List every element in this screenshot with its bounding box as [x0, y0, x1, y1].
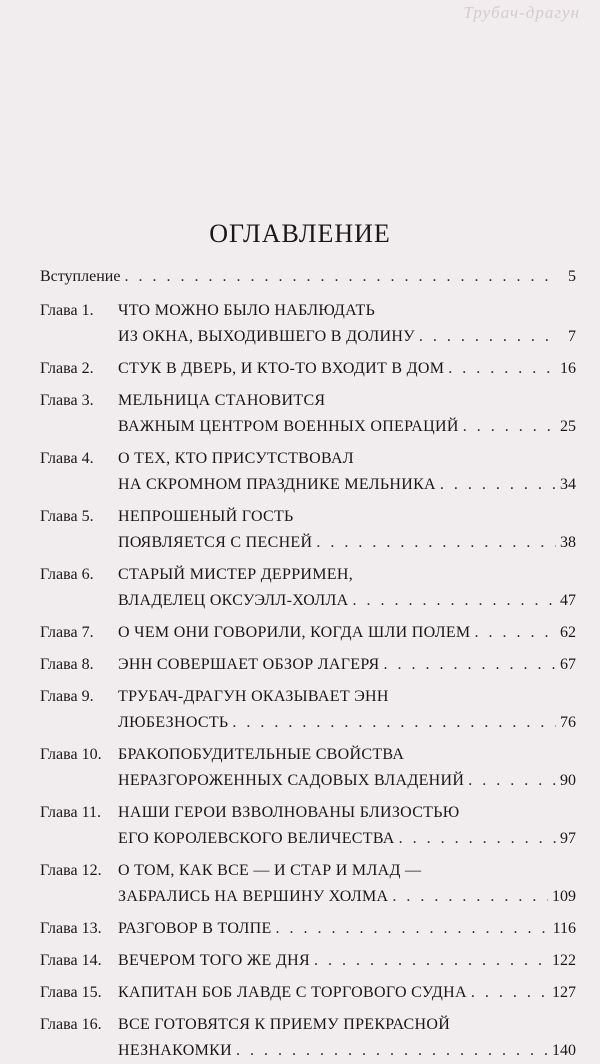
chapter-title-line: НЕРАЗГОРОЖЕННЫХ САДОВЫХ ВЛАДЕНИЙ: [118, 772, 465, 789]
chapter-title-line: СТАРЫЙ МИСТЕР ДЕРРИМЕН,: [118, 566, 354, 583]
dot-leader: [419, 324, 556, 350]
dot-leader: [276, 916, 549, 942]
chapter-number: Глава 11.: [40, 804, 101, 821]
dot-leader: [471, 980, 548, 1006]
chapter-title-line: ЕГО КОРОЛЕВСКОГО ВЕЛИЧЕСТВА: [118, 830, 395, 847]
toc-entry[interactable]: [40, 388, 576, 440]
chapter-title-line: НАШИ ГЕРОИ ВЗВОЛНОВАНЫ БЛИЗОСТЬЮ: [118, 804, 460, 821]
toc-entry[interactable]: [40, 620, 576, 646]
chapter-title-line: ВСЕ ГОТОВЯТСЯ К ПРИЕМУ ПРЕКРАСНОЙ: [118, 1016, 451, 1033]
chapter-title-line: ЭНН СОВЕРШАЕТ ОБЗОР ЛАГЕРЯ: [118, 656, 380, 673]
chapter-title-line: ЗАБРАЛИСЬ НА ВЕРШИНУ ХОЛМА: [118, 888, 389, 905]
running-head-bleed: Трубач-драгун: [463, 3, 580, 22]
chapter-number: Глава 14.: [40, 952, 102, 969]
toc-entry[interactable]: [40, 800, 576, 852]
dot-leader: [384, 652, 557, 678]
chapter-title-line: МЕЛЬНИЦА СТАНОВИТСЯ: [118, 392, 326, 409]
chapter-number: Глава 15.: [40, 984, 102, 1001]
page-number: 5: [568, 268, 576, 285]
chapter-number: Глава 3.: [40, 392, 94, 409]
page-number: 140: [552, 1042, 576, 1059]
page-number: 90: [560, 772, 576, 789]
chapter-number: Глава 10.: [40, 746, 102, 763]
chapter-title-line: ВЛАДЕЛЕЦ ОКСУЭЛЛ-ХОЛЛА: [118, 592, 349, 609]
toc-entry[interactable]: [40, 298, 576, 350]
toc-entry-intro[interactable]: [40, 264, 576, 290]
dot-leader: [474, 620, 556, 646]
dot-leader: [352, 588, 556, 614]
dot-leader: [316, 530, 556, 556]
chapter-number: Глава 9.: [40, 688, 94, 705]
toc-entry[interactable]: [40, 916, 576, 942]
chapter-number: Глава 4.: [40, 450, 94, 467]
page-number: 109: [552, 888, 576, 905]
toc-entry[interactable]: [40, 980, 576, 1006]
page-number: 47: [560, 592, 576, 609]
page-number: 116: [552, 920, 576, 937]
toc-entry[interactable]: [40, 684, 576, 736]
chapter-title-line: О ТОМ, КАК ВСЕ — И СТАР И МЛАД —: [118, 862, 422, 879]
dot-leader: [314, 948, 548, 974]
dot-leader: [448, 356, 556, 382]
chapter-number: Глава 5.: [40, 508, 94, 525]
dot-leader: [440, 472, 556, 498]
chapter-title-line: ЛЮБЕЗНОСТЬ: [118, 714, 229, 731]
page-title: ОГЛАВЛЕНИЕ: [209, 219, 391, 248]
chapter-number: Глава 12.: [40, 862, 102, 879]
intro-label: Вступление: [40, 268, 121, 285]
page-number: 62: [560, 624, 576, 641]
toc-entry[interactable]: [40, 858, 576, 910]
toc-entry[interactable]: [40, 562, 576, 614]
page-number: 97: [560, 830, 576, 847]
chapter-title-line: СТУК В ДВЕРЬ, И КТО-ТО ВХОДИТ В ДОМ: [118, 360, 445, 377]
chapter-title-line: О ТЕХ, КТО ПРИСУТСТВОВАЛ: [118, 450, 354, 467]
chapter-title-line: ВЕЧЕРОМ ТОГО ЖЕ ДНЯ: [118, 952, 310, 969]
page-number: 38: [560, 534, 576, 551]
toc-entry[interactable]: [40, 652, 576, 678]
chapter-title-line: ПОЯВЛЯЕТСЯ С ПЕСНЕЙ: [118, 534, 313, 551]
chapter-title-line: НЕЗНАКОМКИ: [118, 1042, 232, 1059]
toc-entry[interactable]: [40, 504, 576, 556]
page-number: 122: [552, 952, 576, 969]
chapter-number: Глава 13.: [40, 920, 102, 937]
show-through-text: [40, 0, 580, 230]
page-number: 127: [552, 984, 576, 1001]
toc-entry[interactable]: [40, 446, 576, 498]
dot-leader: [399, 826, 556, 852]
chapter-title-line: ИЗ ОКНА, ВЫХОДИВШЕГО В ДОЛИНУ: [118, 328, 415, 345]
dot-leader: [236, 1038, 548, 1064]
chapter-title-line: ВАЖНЫМ ЦЕНТРОМ ВОЕННЫХ ОПЕРАЦИЙ: [118, 418, 459, 435]
chapter-title-line: ЧТО МОЖНО БЫЛО НАБЛЮДАТЬ: [118, 302, 376, 319]
dot-leader: [232, 710, 556, 736]
chapter-number: Глава 7.: [40, 624, 94, 641]
dot-leader: [124, 264, 556, 290]
chapter-title-line: НА СКРОМНОМ ПРАЗДНИКЕ МЕЛЬНИКА: [118, 476, 436, 493]
chapter-title-line: БРАКОПОБУДИТЕЛЬНЫЕ СВОЙСТВА: [118, 746, 405, 763]
page-number: 16: [560, 360, 576, 377]
chapter-number: Глава 16.: [40, 1016, 102, 1033]
toc-entry[interactable]: [40, 742, 576, 794]
table-of-contents: [40, 264, 576, 1064]
toc-entry[interactable]: [40, 356, 576, 382]
chapter-title-line: КАПИТАН БОБ ЛАВДЕ С ТОРГОВОГО СУДНА: [118, 984, 467, 1001]
dot-leader: [392, 884, 548, 910]
page-number: 7: [568, 328, 576, 345]
chapter-number: Глава 8.: [40, 656, 94, 673]
chapter-title-line: НЕПРОШЕНЫЙ ГОСТЬ: [118, 508, 294, 525]
chapter-title-line: ТРУБАЧ-ДРАГУН ОКАЗЫВАЕТ ЭНН: [118, 688, 389, 705]
chapter-title-line: О ЧЕМ ОНИ ГОВОРИЛИ, КОГДА ШЛИ ПОЛЕМ: [118, 624, 471, 641]
chapter-title-line: РАЗГОВОР В ТОЛПЕ: [118, 920, 272, 937]
page-number: 25: [560, 418, 576, 435]
chapter-number: Глава 1.: [40, 302, 94, 319]
chapter-number: Глава 6.: [40, 566, 94, 583]
dot-leader: [468, 768, 556, 794]
toc-entry[interactable]: [40, 948, 576, 974]
page-number: 34: [560, 476, 576, 493]
page-number: 67: [560, 656, 576, 673]
page-number: 76: [560, 714, 576, 731]
chapter-number: Глава 2.: [40, 360, 94, 377]
dot-leader: [463, 414, 556, 440]
toc-entry[interactable]: [40, 1012, 576, 1064]
